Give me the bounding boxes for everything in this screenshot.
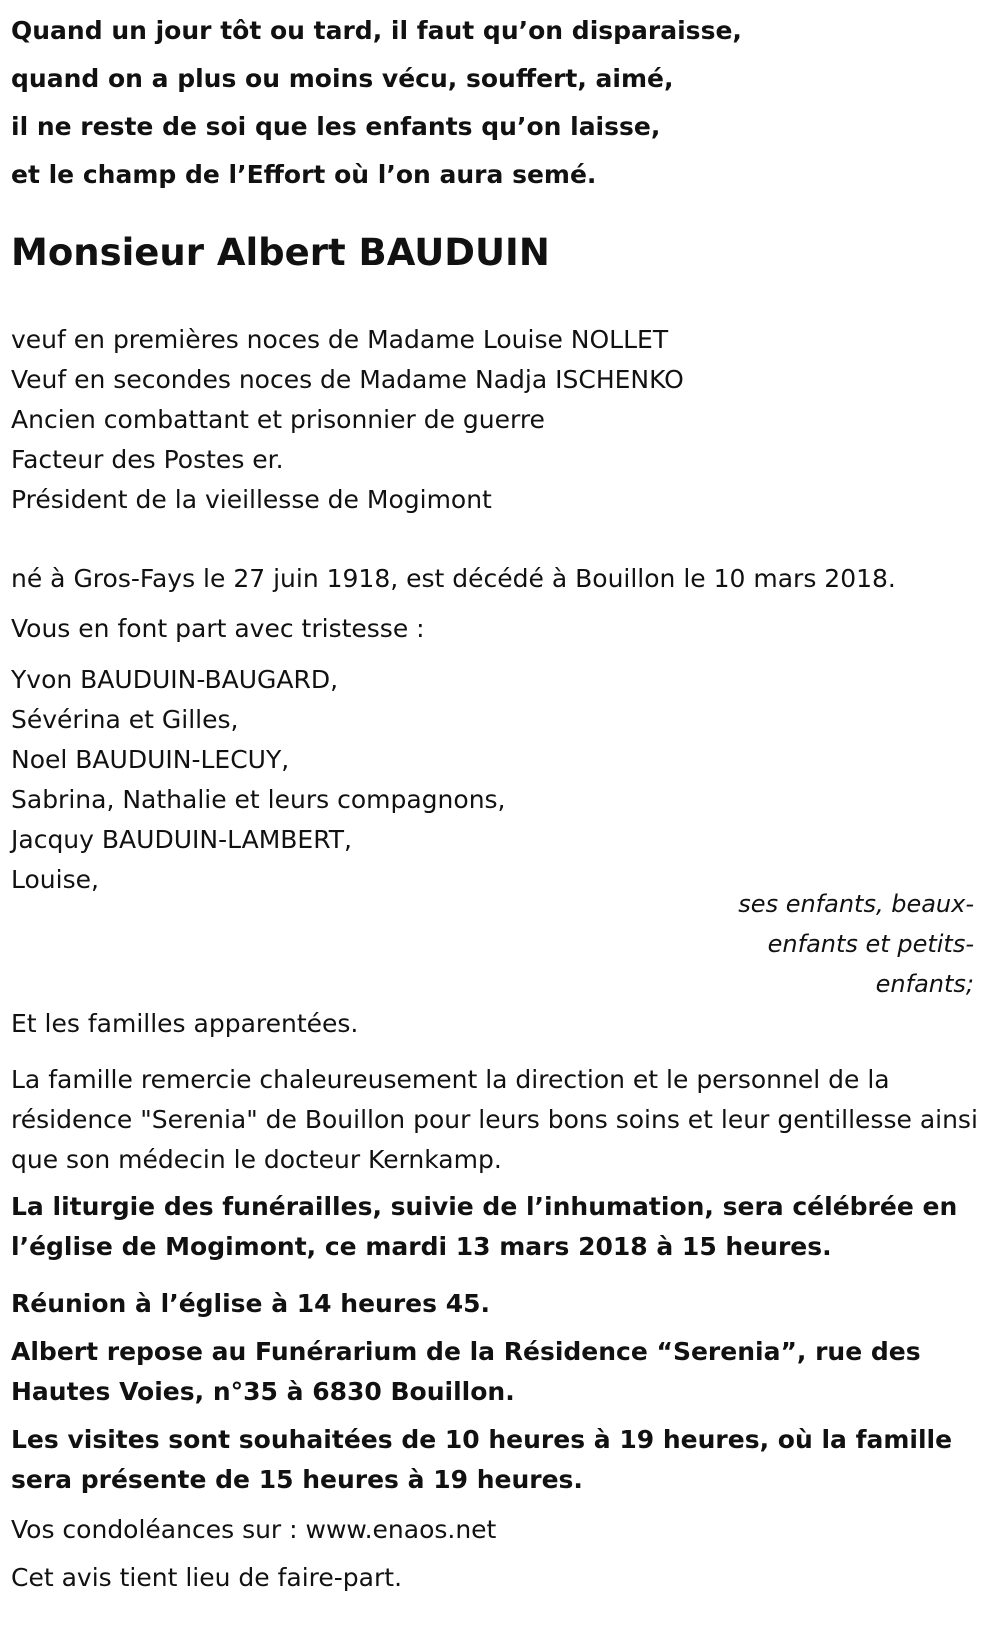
- reunion-info: Réunion à l’église à 14 heures 45.: [11, 1289, 490, 1318]
- qualification-line-2: Veuf en secondes noces de Madame Nadja ISCHENKO: [11, 365, 684, 394]
- qualification-line-1: veuf en premières noces de Madame Louise NOLLET: [11, 325, 669, 354]
- family-member: Sévérina et Gilles,: [11, 705, 239, 734]
- funerarium-info: Albert repose au Funérarium de la Résidence “Serenia”, rue des Hautes Voies, n°35 à 6830 Bouillon.: [11, 1337, 921, 1406]
- family-members-list: [11, 660, 506, 900]
- funeral-liturgy-info: La liturgie des funérailles, suivie de l’inhumation, sera célébrée en l’église de Mogimont, ce mardi 13 mars 2018 à 15 heures.: [11, 1192, 958, 1261]
- visiting-hours-info: Les visites sont souhaitées de 10 heures à 19 heures, où la famille sera présente de 15 heures à 19 heures.: [11, 1425, 953, 1494]
- deceased-name: Monsieur Albert BAUDUIN: [11, 231, 550, 274]
- poem-line-3: il ne reste de soi que les enfants qu’on laisse,: [11, 112, 661, 141]
- poem-line-1: Quand un jour tôt ou tard, il faut qu’on disparaisse,: [11, 16, 742, 45]
- qualifications-list: [11, 320, 684, 520]
- family-member: Yvon BAUDUIN-BAUGARD,: [11, 665, 339, 694]
- qualification-line-3: Ancien combattant et prisonnier de guerre: [11, 405, 545, 434]
- notice-statement: Cet avis tient lieu de faire-part.: [11, 1563, 403, 1592]
- family-relation-note: ses enfants, beaux-enfants et petits-enfants;: [738, 890, 974, 998]
- related-families: Et les familles apparentées.: [11, 1009, 359, 1038]
- condolences-link: Vos condoléances sur : www.enaos.net: [11, 1515, 497, 1544]
- birth-death-statement: né à Gros-Fays le 27 juin 1918, est décédé à Bouillon le 10 mars 2018.: [11, 564, 896, 593]
- family-member: Jacquy BAUDUIN-LAMBERT,: [11, 825, 352, 854]
- family-member: Sabrina, Nathalie et leurs compagnons,: [11, 785, 506, 814]
- poem-line-4: et le champ de l’Effort où l’on aura semé.: [11, 160, 597, 189]
- qualification-line-5: Président de la vieillesse de Mogimont: [11, 485, 492, 514]
- qualification-line-4: Facteur des Postes er.: [11, 445, 284, 474]
- family-member: Louise,: [11, 865, 99, 894]
- poem-line-2: quand on a plus ou moins vécu, souffert, aimé,: [11, 64, 674, 93]
- poem-verse: [11, 7, 991, 199]
- family-member: Noel BAUDUIN-LECUY,: [11, 745, 290, 774]
- announcement-intro: Vous en font part avec tristesse :: [11, 614, 425, 643]
- thanks-paragraph: La famille remercie chaleureusement la direction et le personnel de la résidence "Serenia" de Bouillon pour leurs bons soins et leur gentillesse ainsi que son médecin le docteur Kernkamp.: [11, 1065, 978, 1174]
